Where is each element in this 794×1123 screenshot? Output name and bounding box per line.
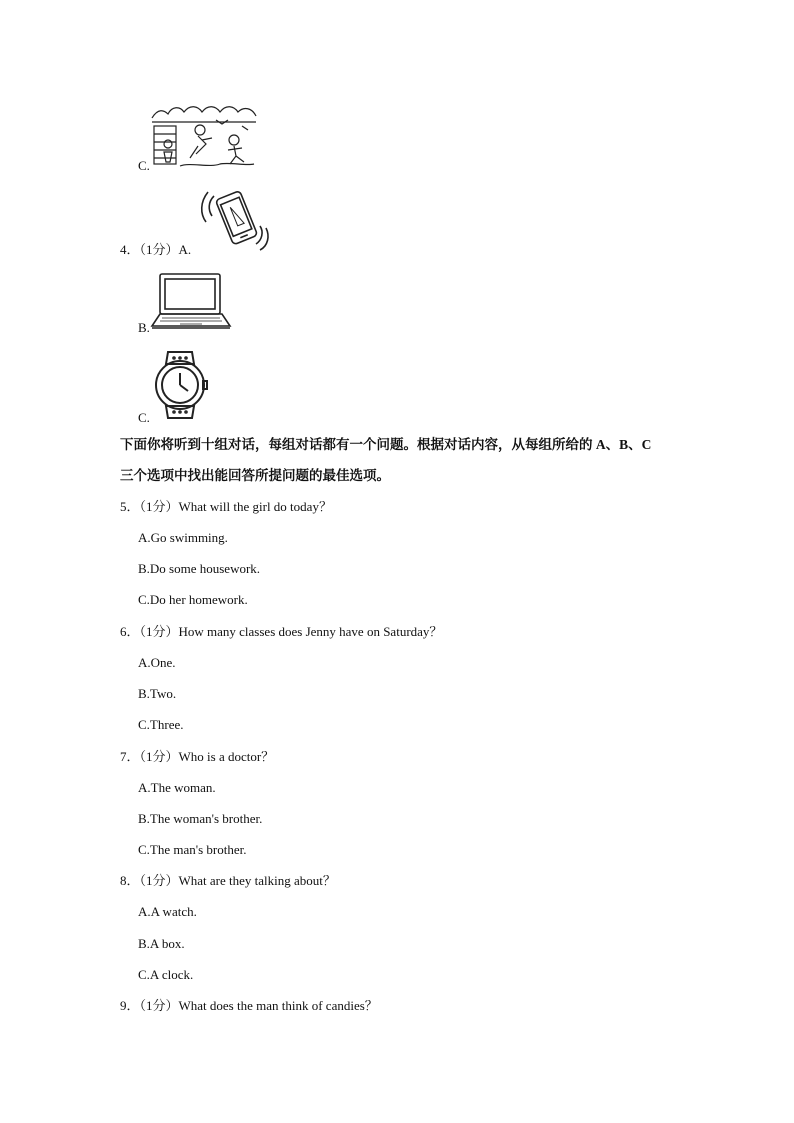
q8-option-b: B.A box. (138, 936, 185, 951)
q7-option-c: C.The man's brother. (138, 842, 247, 857)
q3-option-c-label: C. (138, 158, 150, 173)
laptop-image (150, 270, 232, 332)
q5-option-a: A.Go swimming. (138, 530, 228, 545)
section-instruction-line-1: 下面你将听到十组对话，每组对话都有一个问题。根据对话内容，从每组所给的 A、B、C (120, 437, 652, 452)
q8-option-c: C.A clock. (138, 967, 194, 982)
q8-option-a: A.A watch. (138, 904, 197, 919)
q4-stem: 4．（1分）A. (120, 242, 192, 257)
q4-option-c-label: C. (138, 410, 150, 425)
q5-option-b: B.Do some housework. (138, 561, 261, 576)
q7-option-a: A.The woman. (138, 780, 216, 795)
q6-option-b: B.Two. (138, 686, 177, 701)
q7-stem: 7．（1分）Who is a doctor？ (120, 749, 275, 764)
section-instruction-line-2: 三个选项中找出能回答所提问题的最佳选项。 (120, 468, 390, 483)
q7-option-b: B.The woman's brother. (138, 811, 263, 826)
q8-stem: 8．（1分）What are they talking about？ (120, 873, 336, 888)
q5-option-c: C.Do her homework. (138, 592, 248, 607)
q5-stem: 5．（1分）What will the girl do today？ (120, 499, 332, 514)
wristwatch-image (150, 348, 210, 422)
ringing-phone-image (200, 186, 272, 252)
q6-option-c: C.Three. (138, 717, 184, 732)
playground-scene-image (150, 100, 258, 172)
q9-stem: 9．（1分）What does the man think of candies？ (120, 998, 378, 1013)
q6-option-a: A.One. (138, 655, 176, 670)
q4-option-b-label: B. (138, 320, 150, 335)
q6-stem: 6．（1分）How many classes does Jenny have on Saturday？ (120, 624, 443, 639)
